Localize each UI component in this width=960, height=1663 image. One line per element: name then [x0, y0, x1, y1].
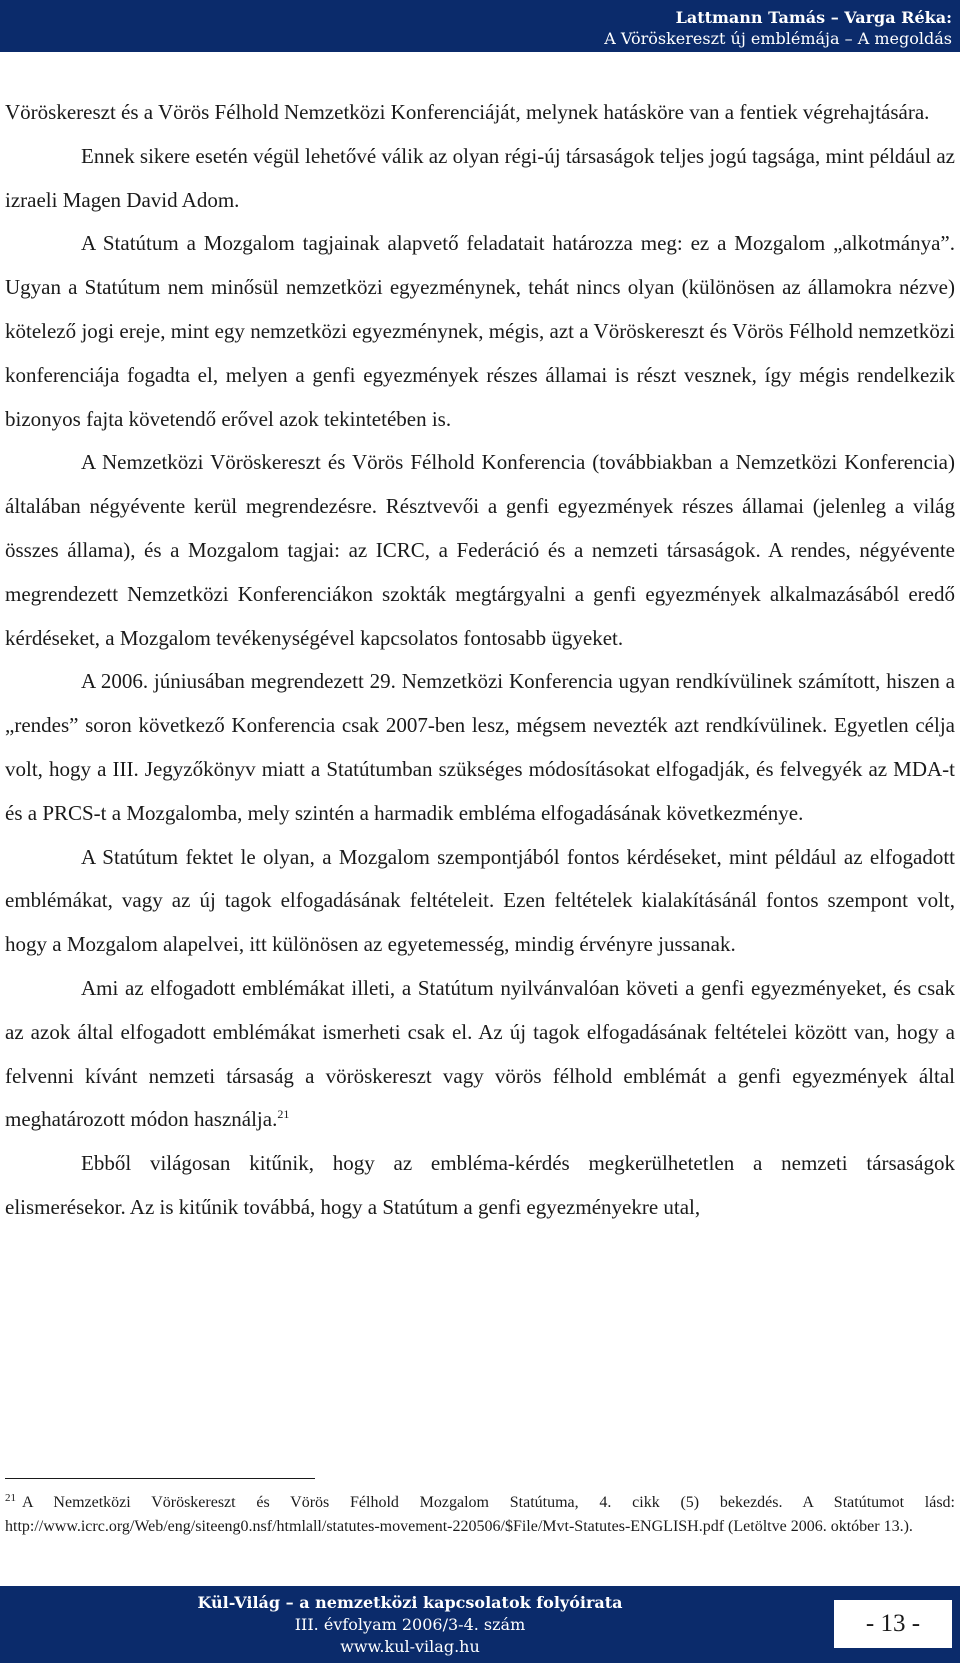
footnote-number: 21	[5, 1491, 16, 1504]
paragraph-7	[5, 967, 955, 1142]
page-footer	[0, 1586, 960, 1663]
paragraph-8: Ebből világosan kitűnik, hogy az embléma-kérdés megkerülhetetlen a nemzeti társaságok elismerésekor. Az is kitűnik továbbá, hogy a Statútum a genfi egyezményekre utal,	[5, 1151, 955, 1219]
footer-journal-info	[140, 1592, 680, 1658]
paragraph-4: A Nemzetközi Vöröskereszt és Vörös Félhold Konferencia (továbbiakban a Nemzetközi Konferencia) általában négyévente kerül megrendezésre. Résztvevői a genfi egyezmények részes államai (jelenleg a világ összes állama), és a Mozgalom tagjai: az ICRC, a Federáció és a nemzeti társaságok. A rendes, négyévente megrendezett Nemzetközi Konferenciákon szokták megtárgyalni a genfi egyezmények alkalmazásából eredő kérdéseket, a Mozgalom tevékenységével kapcsolatos fontosabb ügyeket.	[5, 450, 955, 650]
header-title: A Vöröskereszt új emblémája – A megoldás	[604, 29, 952, 48]
paragraph-6: A Statútum fektet le olyan, a Mozgalom szempontjából fontos kérdéseket, mint például az elfogadott emblémákat, vagy az új tagok elfogadásának feltételeit. Ezen feltételek kialakításánál fontos szempont volt, hogy a Mozgalom alapelvei, itt különösen az egyetemesség, mindig érvényre jussanak.	[5, 844, 955, 957]
paragraph-1: Vöröskereszt és a Vörös Félhold Nemzetközi Konferenciáját, melynek hatásköre van a fentiek végrehajtására.	[5, 100, 930, 124]
paragraph-3: A Statútum a Mozgalom tagjainak alapvető feladatait határozza meg: ez a Mozgalom „alkotmánya”. Ugyan a Statútum nem minősül nemzetközi egyezménynek, tehát nincs olyan (különösen az államokra nézve) kötelező jogi ereje, mint egy nemzetközi egyezménynek, mégis, azt a Vöröskereszt és Vörös Félhold nemzetközi konferenciája fogadta el, melyen a genfi egyezmények részes államai is részt vesznek, így mégis rendelkezik bizonyos fajta követendő erővel azok tekintetében is.	[5, 231, 955, 431]
footer-website-link[interactable]: www.kul-vilag.hu	[340, 1637, 480, 1656]
running-header	[0, 0, 960, 52]
footer-journal-name: Kül-Világ – a nemzetközi kapcsolatok folyóirata	[197, 1593, 623, 1612]
article-body	[5, 91, 955, 1230]
paragraph-7-text: Ami az elfogadott emblémákat illeti, a Statútum nyilvánvalóan követi a genfi egyezményeket, és csak az azok által elfogadott emblémákat ismerheti csak el. Az új tagok elfogadásának feltételei között van, hogy a felvenni kívánt nemzeti társaság a vöröskereszt vagy vörös félhold emblémát a genfi egyezmények által meghatározott módon használja.	[5, 975, 955, 1132]
footnote-text: A Nemzetközi Vöröskereszt és Vörös Félhold Mozgalom Statútuma, 4. cikk (5) bekezdés. A Statútumot lásd: http://www.icrc.org/Web/eng/siteeng0.nsf/htmlall/statutes-movement-220506/$File/Mvt-Statutes-ENGLISH.pdf (Letöltve 2006. október 13.).	[5, 1494, 955, 1535]
footer-volume: III. évfolyam 2006/3-4. szám	[294, 1615, 526, 1634]
page-number: - 13 -	[834, 1600, 952, 1648]
footnote	[5, 1491, 955, 1538]
paragraph-2: Ennek sikere esetén végül lehetővé válik az olyan régi-új társaságok teljes jogú tagsága, mint például az izraeli Magen David Adom.	[5, 143, 955, 212]
header-authors: Lattmann Tamás – Varga Réka:	[675, 8, 952, 27]
paragraph-5: A 2006. júniusában megrendezett 29. Nemzetközi Konferencia ugyan rendkívülinek számított, hiszen a „rendes” soron következő Konferencia csak 2007-ben lesz, mégsem nevezték azt rendkívülinek. Egyetlen célja volt, hogy a III. Jegyzőkönyv miatt a Statútumban szükséges módosításokat elfogadják, és felvegyék az MDA-t és a PRCS-t a Mozgalomba, mely szintén a harmadik embléma elfogadásának következménye.	[5, 669, 955, 825]
footnote-divider	[5, 1478, 315, 1479]
footnote-reference-link[interactable]: 21	[277, 1107, 290, 1122]
